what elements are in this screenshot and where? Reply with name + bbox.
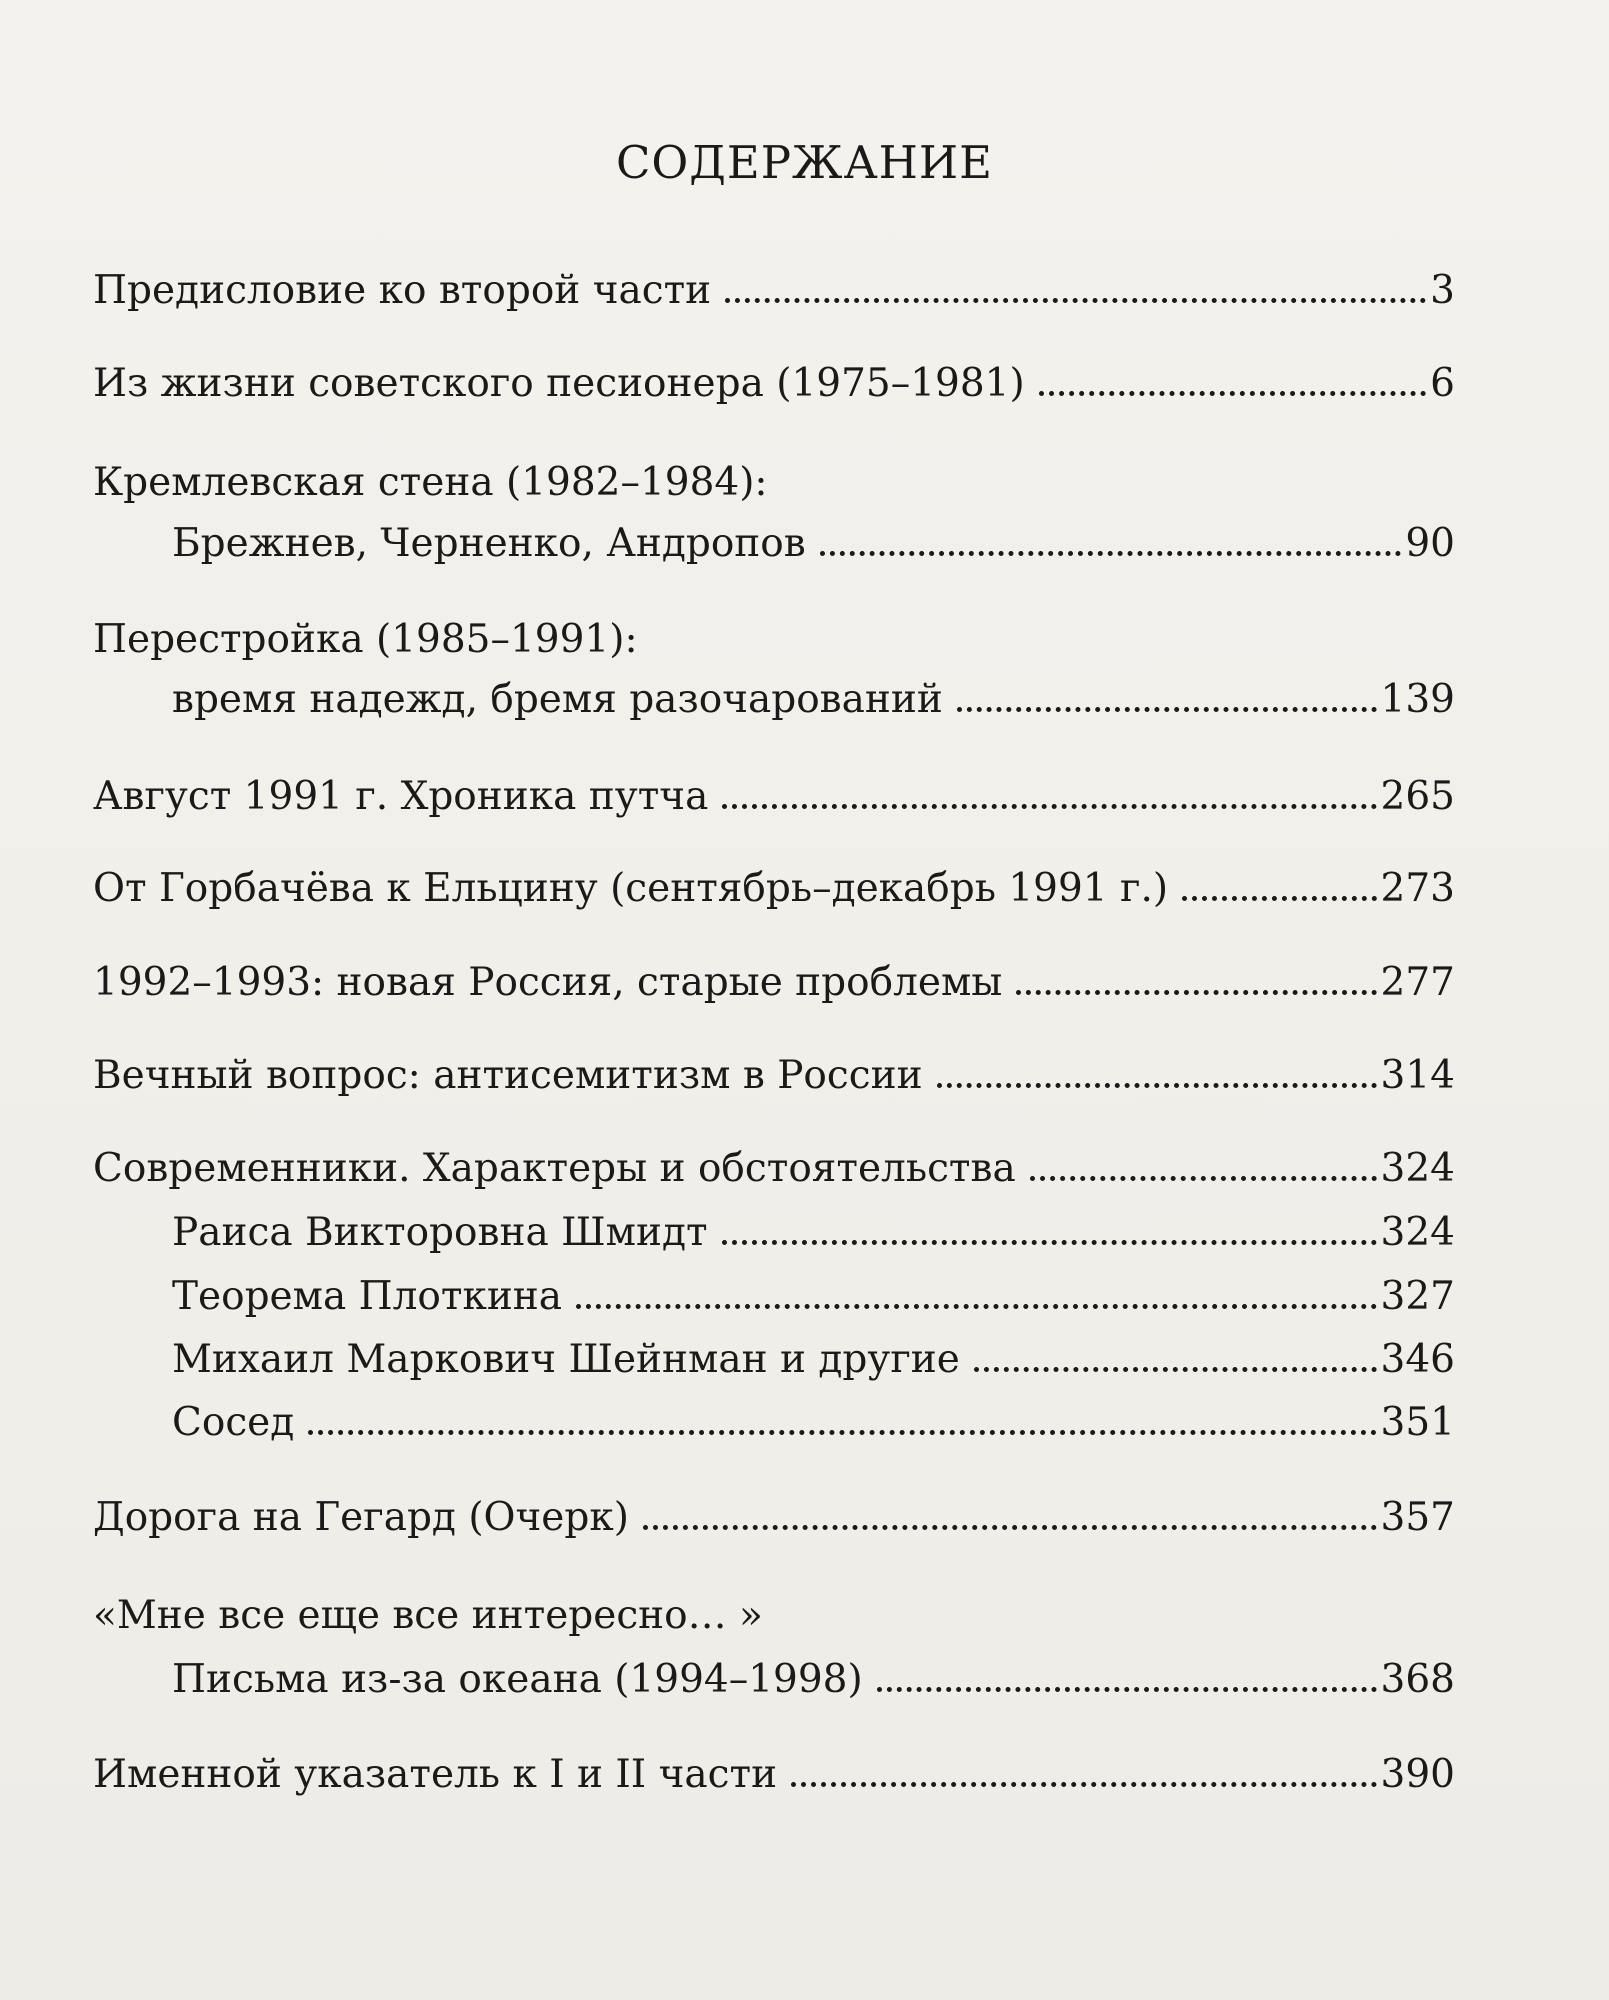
toc-entry-page: 273 [1380,866,1455,911]
toc-entry-label: Дорога на Гегард (Очерк) [93,1495,629,1540]
toc-entry [93,361,1455,417]
dot-leader [877,1687,1377,1692]
toc-entry-heading [93,460,1455,516]
toc-entry-label: Теорема Плоткина [172,1274,563,1319]
toc-entry-page: 314 [1380,1053,1455,1098]
dot-leader [1039,391,1427,396]
toc-entry [93,1146,1455,1202]
dot-leader [643,1525,1377,1530]
toc-entry-label: «Мне все еще все интересно… » [93,1593,763,1638]
toc-entry [93,1752,1455,1808]
toc-entry-page: 3 [1430,268,1455,313]
toc-entry-label: Современники. Характеры и обстоятельства [93,1146,1016,1191]
toc-entry [93,268,1455,324]
toc-entry-page: 351 [1380,1400,1455,1445]
toc-entry-label: Раиса Викторовна Шмидт [172,1210,708,1255]
toc-entry-heading [93,1593,1455,1649]
toc-entry-page: 327 [1380,1274,1455,1319]
dot-leader [957,707,1377,712]
toc-entry-heading [93,617,1455,673]
toc-entry-label: Из жизни советского песионера (1975–1981) [93,361,1025,406]
dot-leader [576,1304,1376,1309]
toc-entry [172,677,1455,733]
toc-entry [172,1657,1455,1713]
dot-leader [722,804,1376,809]
toc-entry [93,1053,1455,1109]
toc-entry-label: Именной указатель к I и II части [93,1752,778,1797]
dot-leader [974,1367,1377,1372]
dot-leader [308,1430,1376,1435]
toc-entry-label: Август 1991 г. Хроника путча [93,774,709,819]
toc-entry-label: Перестройка (1985–1991): [93,617,638,662]
toc-entry [93,1495,1455,1551]
toc-entry-label: Кремлевская стена (1982–1984): [93,460,768,505]
dot-leader [820,551,1402,556]
dot-leader [1016,990,1376,995]
toc-entry-label: От Горбачёва к Ельцину (сентябрь–декабрь 1991 г.) [93,866,1169,911]
toc-entry-page: 368 [1380,1657,1455,1702]
toc-entry-page: 277 [1380,960,1455,1005]
toc-entry [172,1274,1455,1330]
toc-entry [172,521,1455,577]
dot-leader [1182,896,1376,901]
dot-leader [1030,1176,1377,1181]
toc-entry-page: 390 [1380,1752,1455,1797]
toc-entry-label: Брежнев, Черненко, Андропов [172,521,806,566]
toc-entry-page: 357 [1380,1495,1455,1540]
toc-entry [172,1337,1455,1393]
toc-entry [93,960,1455,1016]
page-title: СОДЕРЖАНИЕ [615,136,993,189]
toc-entry-page: 324 [1380,1146,1455,1191]
toc-entry-label: время надежд, бремя разочарований [172,677,943,722]
toc-entry-label: Предисловие ко второй части [93,268,712,313]
toc-entry-page: 139 [1380,677,1455,722]
toc-entry [93,774,1455,830]
toc-entry [172,1210,1455,1266]
toc-entry-label: Вечный вопрос: антисемитизм в России [93,1053,923,1098]
toc-entry-page: 324 [1380,1210,1455,1255]
toc-entry-page: 346 [1380,1337,1455,1382]
dot-leader [725,298,1426,303]
dot-leader [722,1240,1377,1245]
toc-entry [172,1400,1455,1456]
dot-leader [791,1782,1376,1787]
toc-entry-page: 90 [1405,521,1455,566]
toc-entry-label: Письма из-за океана (1994–1998) [172,1657,863,1702]
toc-entry-label: Михаил Маркович Шейнман и другие [172,1337,960,1382]
toc-entry [93,866,1455,922]
dot-leader [937,1083,1377,1088]
toc-entry-label: 1992–1993: новая Россия, старые проблемы [93,960,1003,1005]
toc-entry-label: Сосед [172,1400,295,1445]
toc-entry-page: 6 [1430,361,1455,406]
toc-entry-page: 265 [1380,774,1455,819]
